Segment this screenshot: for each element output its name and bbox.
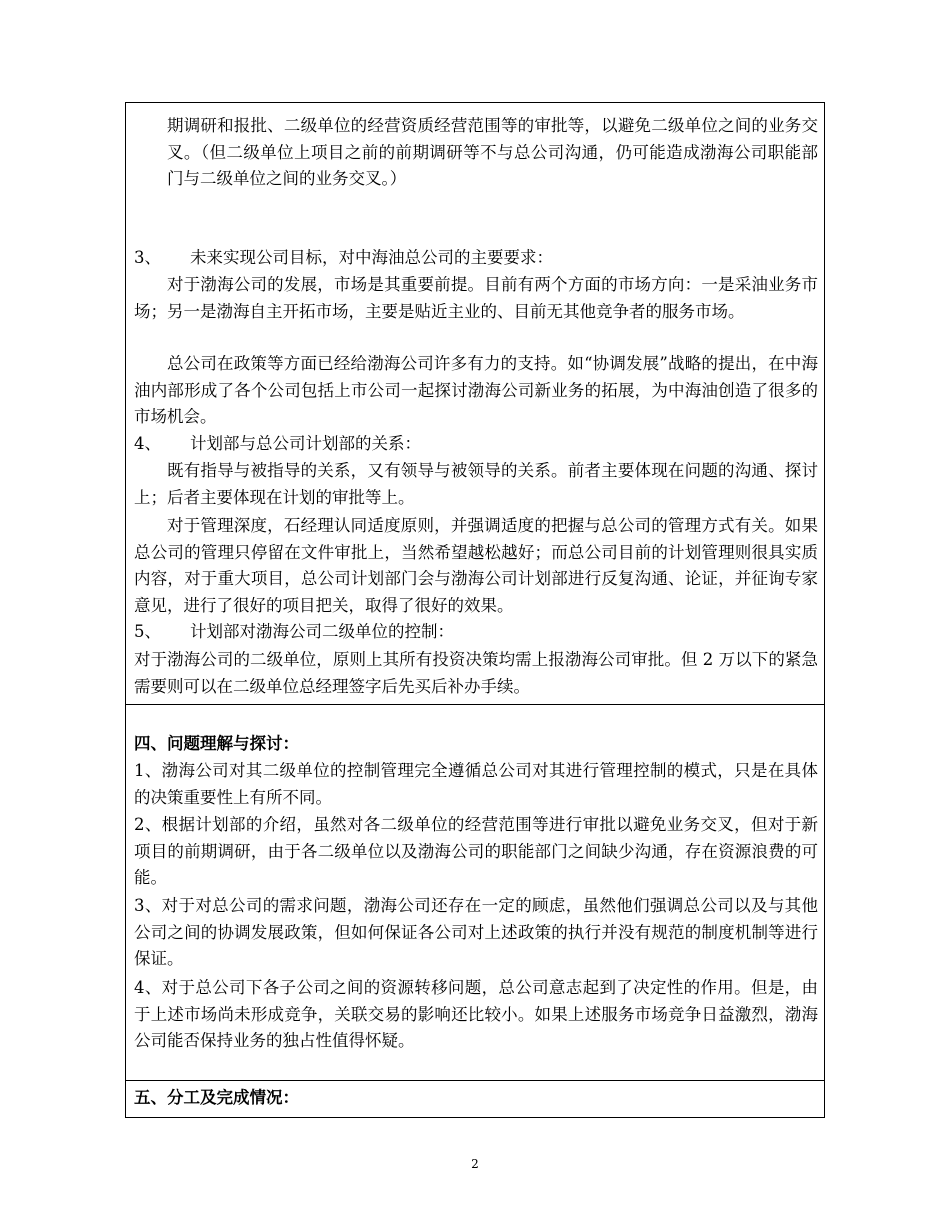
- heading-3-text: 未来实现公司目标，对中海油总公司的主要要求：: [190, 248, 553, 267]
- table-cell-division-of-work: [125, 1080, 825, 1118]
- section-title-problems: 四、问题理解与探讨：: [134, 734, 299, 753]
- heading-5-text: 计划部对渤海公司二级单位的控制：: [190, 622, 454, 641]
- paragraph-3b: 总公司在政策等方面已经给渤海公司许多有力的支持。如“协调发展”战略的提出，在中海油内部形成了各个公司包括上市公司一起探讨渤海公司新业务的拓展，为中海油创造了很多的市场机会。: [134, 354, 818, 426]
- list-item: 2、根据计划部的介绍，虽然对各二级单位的经营范围等进行审批以避免业务交叉，但对于新项目的前期调研，由于各二级单位以及渤海公司的职能部门之间缺少沟通，存在资源浪费的可能。: [134, 815, 818, 887]
- list-item: 1、渤海公司对其二级单位的控制管理完全遵循总公司对其进行管理控制的模式，只是在具体的决策重要性上有所不同。: [134, 761, 818, 807]
- table-cell-interview-notes: [125, 102, 825, 705]
- paragraph-continued: 期调研和报批、二级单位的经营资质经营范围等的审批等，以避免二级单位之间的业务交叉。（但二级单位上项目之前的前期调研等不与总公司沟通，仍可能造成渤海公司职能部门与二级单位之间的业务交叉。）: [167, 116, 818, 188]
- page-number: 2: [471, 1157, 479, 1171]
- paragraph-4a: 既有指导与被指导的关系，又有领导与被领导的关系。前者主要体现在问题的沟通、探讨上；后者主要体现在计划的审批等上。: [134, 461, 818, 507]
- heading-4-number: 4、: [134, 434, 161, 453]
- heading-3: [134, 245, 818, 272]
- section-title-division: 五、分工及完成情况：: [134, 1088, 299, 1107]
- paragraph-4b: 对于管理深度，石经理认同适度原则，并强调适度的把握与总公司的管理方式有关。如果总公司的管理只停留在文件审批上，当然希望越松越好；而总公司目前的计划管理则很具实质内容，对于重大项目，总公司计划部门会与渤海公司计划部进行反复沟通、论证，并征询专家意见，进行了很好的项目把关，取得了很好的效果。: [134, 516, 818, 615]
- heading-5-number: 5、: [134, 622, 161, 641]
- heading-3-number: 3、: [134, 248, 161, 267]
- heading-4-text: 计划部与总公司计划部的关系：: [190, 434, 421, 453]
- heading-5: [134, 619, 818, 646]
- paragraph-5: 对于渤海公司的二级单位，原则上其所有投资决策均需上报渤海公司审批。但 2 万以下的紧急需要则可以在二级单位总经理签字后先买后补办手续。: [134, 650, 818, 696]
- heading-4: [134, 431, 818, 458]
- list-item: 4、对于总公司下各子公司之间的资源转移问题，总公司意志起到了决定性的作用。但是，由于上述市场尚未形成竞争，关联交易的影响还比较小。如果上述服务市场竞争日益激烈，渤海公司能否保持业务的独占性值得怀疑。: [134, 978, 818, 1050]
- paragraph-3a: 对于渤海公司的发展，市场是其重要前提。目前有两个方面的市场方向：一是采油业务市场；另一是渤海自主开拓市场，主要是贴近主业的、目前无其他竞争者的服务市场。: [134, 275, 818, 321]
- table-cell-problem-discussion: [125, 704, 825, 1081]
- list-item: 3、对于对总公司的需求问题，渤海公司还存在一定的顾虑，虽然他们强调总公司以及与其他公司之间的协调发展政策，但如何保证各公司对上述政策的执行并没有规范的制度机制等进行保证。: [134, 896, 818, 968]
